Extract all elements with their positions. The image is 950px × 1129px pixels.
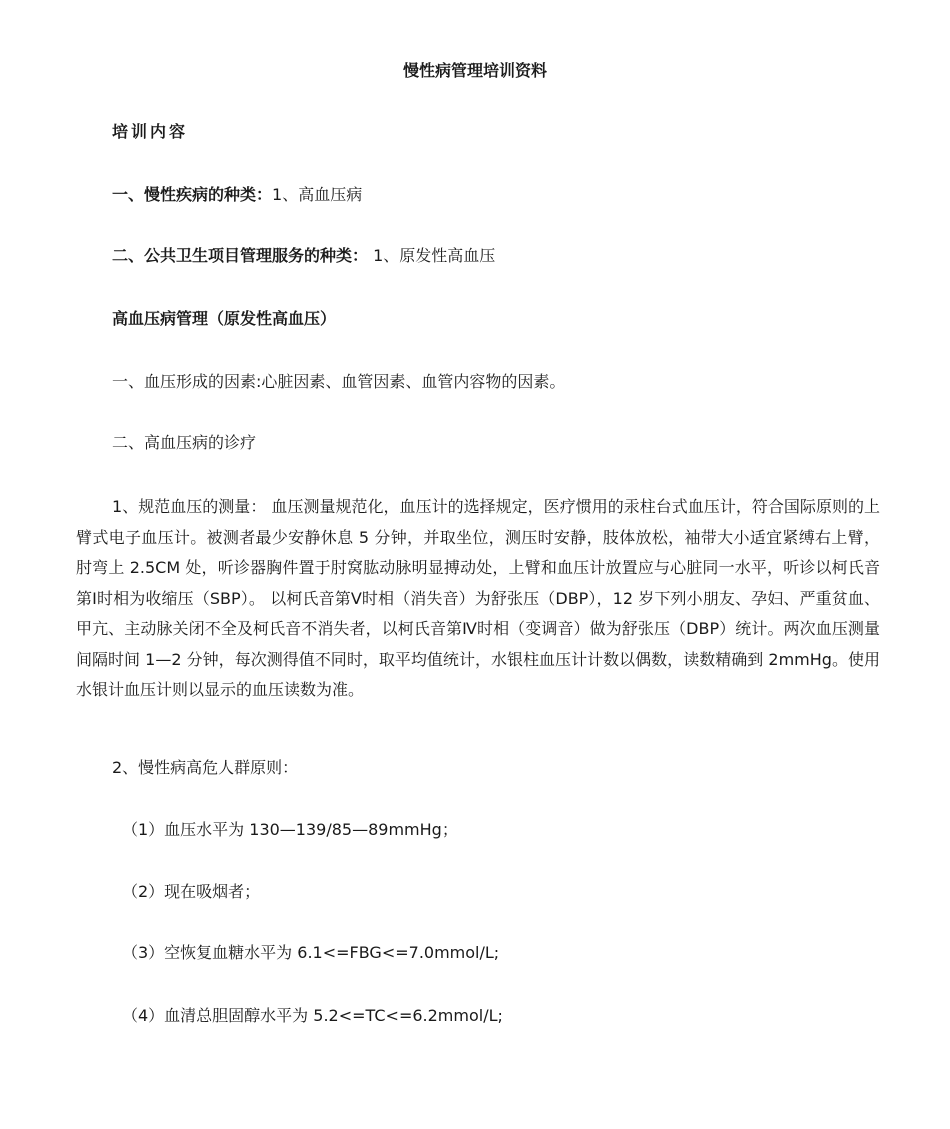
measurement-paragraph-text: 1、规范血压的测量： 血压测量规范化，血压计的选择规定，医疗惯用的汞柱台式血压计，符合国际原则的上臂式电子血压计。被测者最少安静休息 5 分钟，并取坐位，测压时安静，肢体放松，袖带大小适宜紧缚右上臂，肘弯上 2.5CM 处，听诊器胸件置于肘窝肱动脉明显搏动处，上臂和血压计放置应与心脏同一水平，听诊以柯氏音第Ⅰ时相为收缩压（SBP）。 以柯氏音第Ⅴ时相（消失音）为舒张压（DBP），12 岁下列小朋友、孕妇、严重贫血、甲亢、主动脉关闭不全及柯氏音不消失者，以柯氏音第Ⅳ时相（变调音）做为舒张压（DBP）统计。两次血压测量间隔时间 1—2 分钟，每次测得值不同时，取平均值统计，水银柱血压计计数以偶数，读数精确到 2mmHg。使用水银计血压计则以显示的血压读数为准。 — [76, 497, 880, 699]
list-item: （4）血清总胆固醇水平为 5.2<=TC<=6.2mmol/L; — [122, 1006, 503, 1025]
list-item: （2）现在吸烟者； — [122, 882, 261, 901]
document-title: 慢性病管理培训资料 — [402, 61, 547, 80]
disease-types-text: 1、高血压病 — [272, 185, 363, 204]
point-blood-pressure-factors: 一、血压形成的因素:心脏因素、血管因素、血管内容物的因素。 — [112, 372, 566, 391]
section-heading: 培训内容 — [112, 122, 189, 141]
disease-types-label: 一、慢性疾病的种类： — [112, 185, 273, 204]
service-types-label: 二、公共卫生项目管理服务的种类： — [112, 246, 369, 265]
management-subheading: 高血压病管理（原发性高血压） — [112, 309, 337, 328]
list-item: （1）血压水平为 130—139/85—89mmHg； — [122, 820, 458, 839]
disease-types-line — [112, 184, 362, 206]
high-risk-heading: 2、慢性病高危人群原则： — [112, 758, 299, 777]
list-item: （3）空恢复血糖水平为 6.1<=FBG<=7.0mmol/L; — [122, 943, 500, 962]
point-diagnosis: 二、高血压病的诊疗 — [112, 433, 257, 452]
service-types-line — [112, 245, 495, 267]
measurement-paragraph — [76, 492, 880, 706]
service-types-text: 1、原发性高血压 — [368, 246, 496, 265]
